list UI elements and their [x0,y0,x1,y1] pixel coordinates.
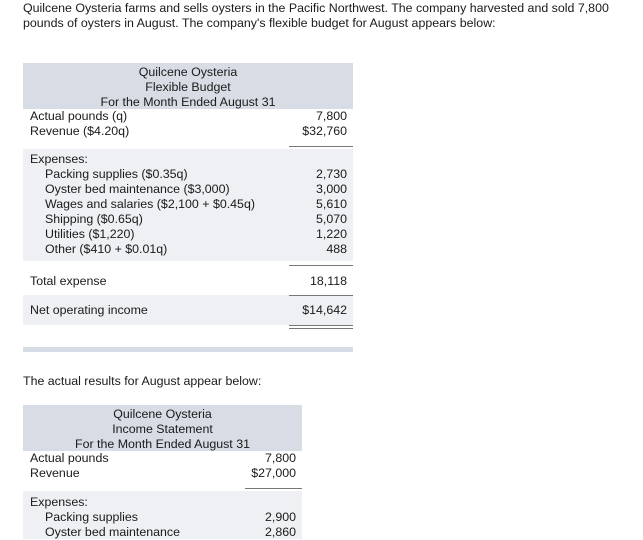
expense-list [23,167,353,257]
expense-value: 2,900 [264,510,296,524]
expense-label: Wages and salaries ($2,100 + $0.45q) [45,197,255,211]
intro-line-1: Quilcene Oysteria farms and sells oysters in the Pacific Northwest. The company harvested and sold 7,800 [23,1,609,15]
expenses-heading: Expenses: [30,495,88,509]
actual-results-text: The actual results for August appear below: [23,374,262,388]
expense-label: Oyster bed maintenance [45,525,180,539]
company-name: Quilcene Oysteria [113,407,212,421]
expenses-heading-row [23,495,302,510]
expense-row [23,525,302,540]
net-operating-income-row [23,303,353,318]
expense-row [23,212,353,227]
expense-row [23,167,353,182]
intro-paragraph [23,1,641,31]
expenses-rule [289,265,353,266]
revenue-label: Revenue [30,466,80,480]
double-rule-top [289,325,353,326]
revenue-value: $27,000 [251,466,296,480]
net-operating-income-value: $14,642 [302,303,347,317]
expense-label: Shipping ($0.65q) [45,212,143,226]
revenue-label: Revenue ($4.20q) [30,124,130,138]
expense-value: 488 [326,242,347,256]
double-rule-bottom [289,328,353,329]
statement-name: Flexible Budget [145,80,231,94]
expense-label: Other ($410 + $0.01q) [45,242,168,256]
income-statement-table [23,405,302,539]
revenue-row [23,124,353,139]
flexible-budget-header [23,63,353,109]
expense-label: Utilities ($1,220) [45,227,135,241]
expenses-heading: Expenses: [30,152,88,166]
expense-row [23,510,302,525]
actual-pounds-label: Actual pounds (q) [30,109,128,123]
total-expense-row [23,274,353,289]
expense-value: 5,610 [315,197,347,211]
expense-label: Oyster bed maintenance ($3,000) [45,182,230,196]
expense-value: 3,000 [315,182,347,196]
expenses-heading-row [23,152,353,167]
total-rule [289,295,353,296]
net-operating-income-label: Net operating income [30,303,148,317]
company-name: Quilcene Oysteria [138,65,238,79]
revenue-rule [245,488,302,489]
expense-value: 2,860 [264,525,296,539]
expense-list [23,510,302,540]
actual-pounds-row [23,109,353,124]
expense-label: Packing supplies ($0.35q) [45,167,188,181]
actual-pounds-value: 7,800 [264,451,296,465]
table-separator [23,347,353,352]
income-statement-header [23,405,302,451]
actual-pounds-value: 7,800 [315,109,347,123]
period-label: For the Month Ended August 31 [100,95,276,109]
revenue-row [23,466,302,481]
expense-row [23,242,353,257]
period-label: For the Month Ended August 31 [75,437,250,451]
intro-line-2: pounds of oysters in August. The company's flexible budget for August appears below: [23,16,496,30]
flexible-budget-table [23,63,353,317]
statement-name: Income Statement [112,422,213,436]
expense-value: 1,220 [315,227,347,241]
expense-row [23,182,353,197]
actual-pounds-label: Actual pounds [30,451,109,465]
actual-pounds-row [23,451,302,466]
expense-value: 5,070 [315,212,347,226]
expense-label: Packing supplies [45,510,138,524]
expense-row [23,197,353,212]
revenue-rule [289,146,353,147]
total-expense-label: Total expense [30,274,107,288]
expense-row [23,227,353,242]
revenue-value: $32,760 [302,124,347,138]
total-expense-value: 18,118 [310,274,347,288]
expense-value: 2,730 [315,167,347,181]
